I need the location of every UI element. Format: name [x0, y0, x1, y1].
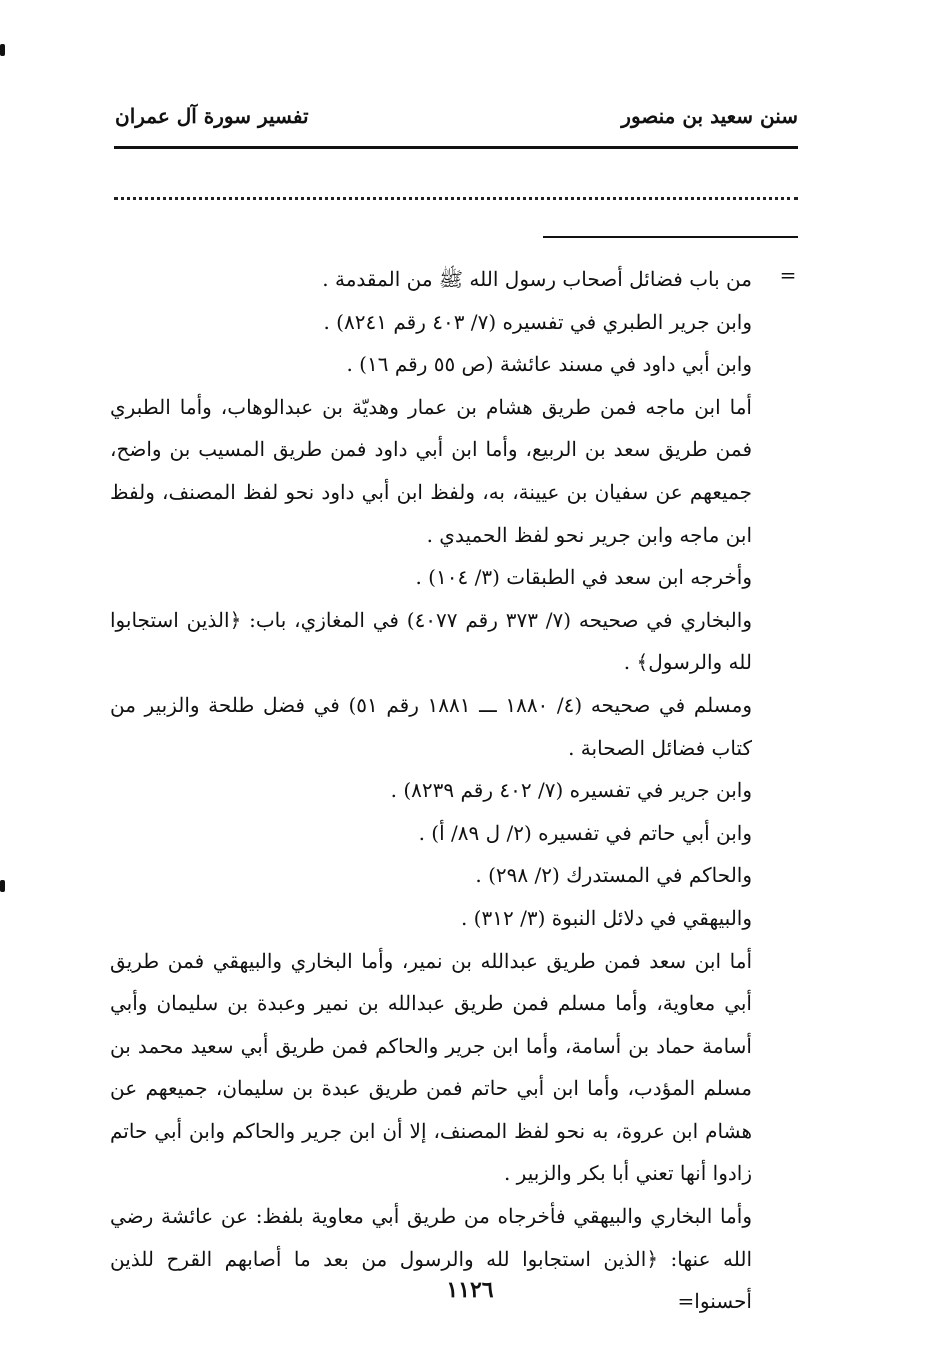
footnote-text [110, 258, 752, 1323]
paragraph: ومسلم في صحيحه (٤/ ١٨٨٠ ـــ ١٨٨١ رقم ٥١) في فضل طلحة والزبير من كتاب فضائل الصحابة . [110, 692, 752, 760]
paragraph: والبخاري في صحيحه (٧/ ٣٧٣ رقم ٤٠٧٧) في المغازي، باب: ﴿الذين استجابوا لله والرسول﴾ . [110, 607, 752, 675]
dotted-separator [114, 197, 798, 200]
paragraph: أما ابن ماجه فمن طريق هشام بن عمار وهديّة بن عبدالوهاب، وأما الطبري فمن طريق سعد بن الربيع، وأما ابن أبي داود فمن طريق المسيب بن واضح، جميعهم عن سفيان بن عيينة، به، ولفظ ابن أبي داود نحو لفظ المصنف، ولفظ ابن ماجه وابن جرير نحو لفظ الحميدي . [110, 394, 752, 547]
page-number: ١١٢٦ [446, 1277, 494, 1303]
footnote-rule [543, 236, 798, 238]
paragraph: من باب فضائل أصحاب رسول الله ﷺ من المقدمة . [322, 267, 752, 291]
paragraph: وأما البخاري والبيهقي فأخرجاه من طريق أبي معاوية بلفظ: عن عائشة رضي الله عنها: ﴿الذين استجابوا لله والرسول من بعد ما أصابهم القرح للذين أحسنوا= [110, 1204, 752, 1314]
header-book-title: سنن سعيد بن منصور [621, 104, 798, 128]
paragraph: أما ابن سعد فمن طريق عبدالله بن نمير، وأما البخاري والبيهقي فمن طريق أبي معاوية، وأما مسلم فمن طريق عبدالله بن نمير وعبدة بن سليمان وأبي أسامة حماد بن أسامة، وأما ابن جرير والحاكم فمن طريق أبي سعيد محمد بن مسلم المؤدب، وأما ابن أبي حاتم فمن طريق عبدة بن سليمان، جميعهم عن هشام ابن عروة، به نحو لفظ المصنف، إلا أن ابن جرير والحاكم وابن أبي حاتم زادوا أنها تعني أبا بكر والزبير . [110, 948, 752, 1186]
running-header [115, 100, 798, 132]
footnote-continuation-mark: = [779, 263, 797, 287]
header-section-title: تفسير سورة آل عمران [115, 104, 309, 128]
paragraph: وابن جرير الطبري في تفسيره (٧/ ٤٠٣ رقم ٨٢٤١) . [323, 309, 752, 334]
paragraph: وابن أبي داود في مسند عائشة (ص ٥٥ رقم ١٦) . [346, 352, 752, 377]
paragraph: والحاكم في المستدرك (٢/ ٢٩٨) . [475, 863, 752, 888]
paragraph: وأخرجه ابن سعد في الطبقات (٣/ ١٠٤) . [415, 565, 752, 590]
edge-mark-middle [0, 880, 5, 892]
header-rule [114, 146, 798, 149]
edge-mark-top [0, 44, 5, 56]
paragraph: وابن أبي حاتم في تفسيره (٢/ ل ٨٩/ أ) . [418, 820, 752, 845]
paragraph: وابن جرير في تفسيره (٧/ ٤٠٢ رقم ٨٢٣٩) . [390, 778, 752, 803]
paragraph: والبيهقي في دلائل النبوة (٣/ ٣١٢) . [460, 905, 752, 930]
